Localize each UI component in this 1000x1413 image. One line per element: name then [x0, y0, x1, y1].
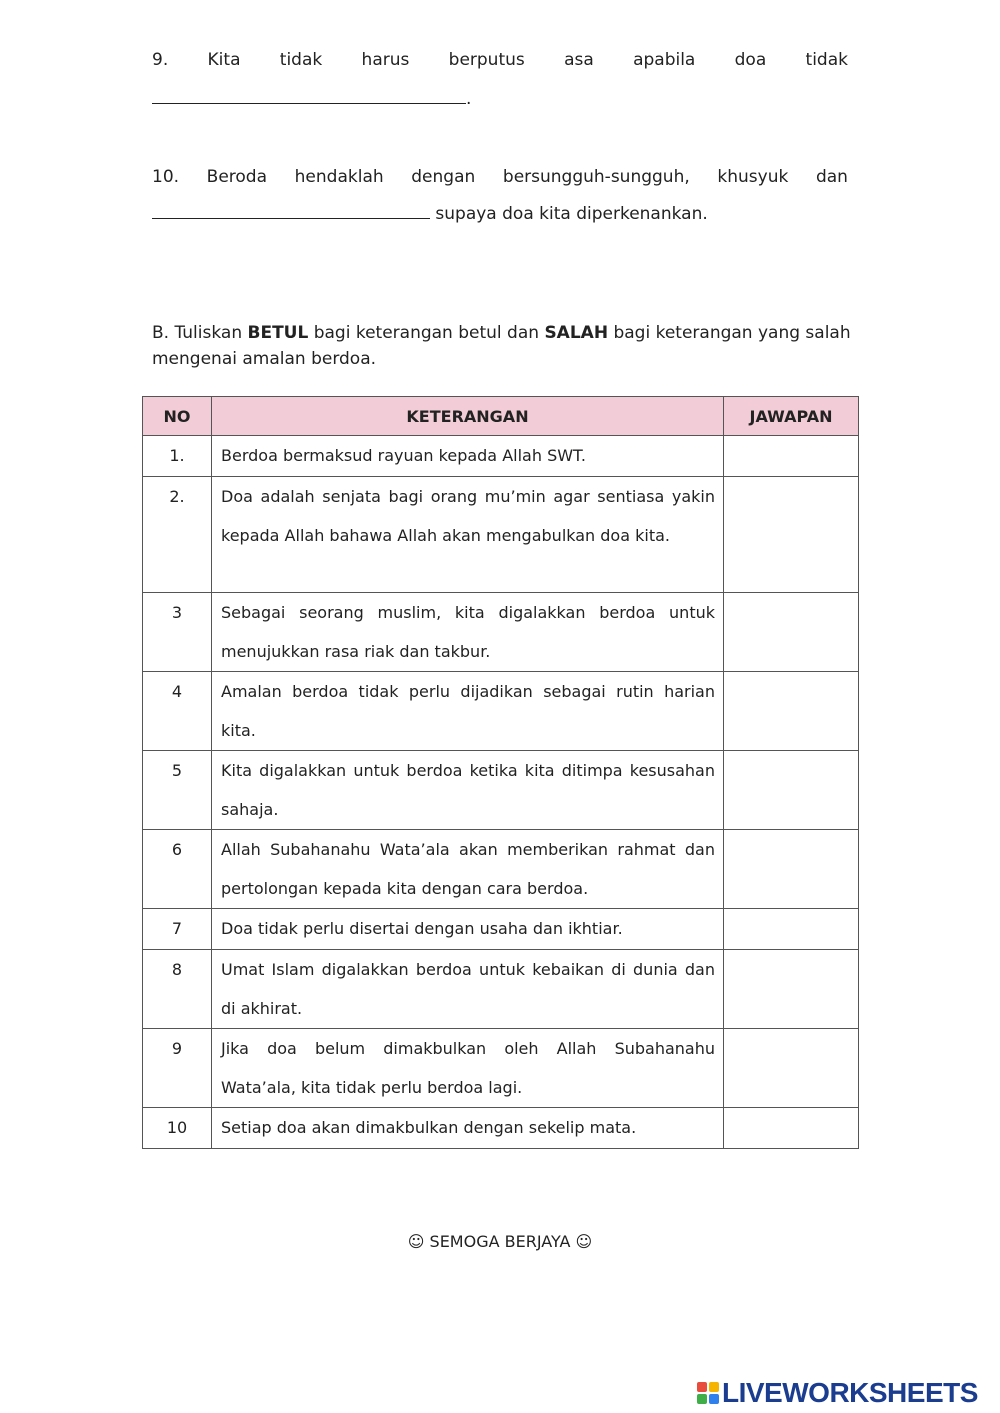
table-row — [143, 672, 859, 751]
logo-block — [697, 1382, 707, 1392]
answer-cell[interactable] — [724, 477, 859, 593]
question-9-line-1 — [152, 50, 848, 70]
liveworksheets-logo — [697, 1377, 978, 1409]
question-9-line-2 — [152, 88, 848, 109]
row-statement: Setiap doa akan dimakbulkan dengan sekelip mata. — [212, 1108, 724, 1149]
logo-block — [697, 1394, 707, 1404]
question-10-line-2 — [152, 203, 848, 224]
question-word: apabila — [633, 50, 696, 70]
question-word: Kita — [207, 50, 241, 70]
question-word: hendaklah — [294, 167, 384, 187]
row-number: 5 — [143, 751, 212, 830]
salah-keyword: SALAH — [544, 323, 609, 343]
section-b-instructions — [152, 320, 862, 372]
header-keterangan: KETERANGAN — [212, 397, 724, 436]
row-statement: Umat Islam digalakkan berdoa untuk kebaikan di dunia dan di akhirat. — [212, 950, 724, 1029]
table-row — [143, 1029, 859, 1108]
question-word: dengan — [411, 167, 476, 187]
table-row — [143, 1108, 859, 1149]
answer-cell[interactable] — [724, 593, 859, 672]
question-10-line-1 — [152, 167, 848, 187]
question-word: Beroda — [206, 167, 268, 187]
question-word: bersungguh-sungguh, — [502, 167, 690, 187]
logo-icon — [697, 1382, 719, 1404]
logo-block — [709, 1382, 719, 1392]
row-number: 7 — [143, 909, 212, 950]
row-number: 8 — [143, 950, 212, 1029]
question-10 — [152, 167, 848, 224]
question-word: berputus — [448, 50, 525, 70]
instruction-text: bagi keterangan yang salah mengenai amalan berdoa. — [152, 323, 851, 369]
row-number: 4 — [143, 672, 212, 751]
table-row — [143, 909, 859, 950]
betul-keyword: BETUL — [247, 323, 309, 343]
answer-blank[interactable] — [152, 203, 430, 219]
answer-table — [142, 396, 859, 1149]
question-word: tidak — [279, 50, 323, 70]
logo-block — [709, 1394, 719, 1404]
answer-cell[interactable] — [724, 909, 859, 950]
header-jawapan: JAWAPAN — [724, 397, 859, 436]
table-row — [143, 477, 859, 593]
row-statement: Sebagai seorang muslim, kita digalakkan berdoa untuk menujukkan rasa riak dan takbur. — [212, 593, 724, 672]
logo-text: LIVEWORKSHEETS — [722, 1377, 978, 1408]
answer-cell[interactable] — [724, 751, 859, 830]
answer-cell[interactable] — [724, 436, 859, 477]
question-suffix: supaya doa kita diperkenankan. — [435, 204, 708, 224]
question-suffix: . — [466, 89, 472, 109]
question-word: doa — [734, 50, 767, 70]
table-row — [143, 751, 859, 830]
question-word: khusyuk — [717, 167, 789, 187]
question-number: 10. — [152, 167, 180, 187]
answer-blank[interactable] — [152, 88, 466, 104]
question-9 — [152, 50, 848, 109]
answer-cell[interactable] — [724, 1108, 859, 1149]
row-statement: Doa adalah senjata bagi orang mu’min agar sentiasa yakin kepada Allah bahawa Allah akan mengabulkan doa kita. — [212, 477, 724, 593]
question-number: 9. — [152, 50, 169, 70]
question-word: dan — [815, 167, 848, 187]
row-statement: Kita digalakkan untuk berdoa ketika kita ditimpa kesusahan sahaja. — [212, 751, 724, 830]
question-word: asa — [564, 50, 594, 70]
table-header-row — [143, 397, 859, 436]
footer-message: ☺ SEMOGA BERJAYA ☺ — [407, 1232, 593, 1251]
row-statement: Allah Subahanahu Wata’ala akan memberikan rahmat dan pertolongan kepada kita dengan cara berdoa. — [212, 830, 724, 909]
table-row — [143, 593, 859, 672]
instruction-text: bagi keterangan betul dan — [308, 323, 545, 343]
answer-cell[interactable] — [724, 672, 859, 751]
row-number: 9 — [143, 1029, 212, 1108]
table-row — [143, 950, 859, 1029]
answer-cell[interactable] — [724, 950, 859, 1029]
answer-cell[interactable] — [724, 1029, 859, 1108]
question-word: harus — [361, 50, 410, 70]
row-statement: Amalan berdoa tidak perlu dijadikan sebagai rutin harian kita. — [212, 672, 724, 751]
table-row — [143, 436, 859, 477]
table-row — [143, 830, 859, 909]
row-number: 1. — [143, 436, 212, 477]
question-word: tidak — [805, 50, 848, 70]
row-number: 3 — [143, 593, 212, 672]
row-number: 10 — [143, 1108, 212, 1149]
instruction-text: B. Tuliskan — [152, 323, 248, 343]
row-statement: Berdoa bermaksud rayuan kepada Allah SWT. — [212, 436, 724, 477]
header-no: NO — [143, 397, 212, 436]
answer-cell[interactable] — [724, 830, 859, 909]
row-statement: Doa tidak perlu disertai dengan usaha dan ikhtiar. — [212, 909, 724, 950]
row-number: 2. — [143, 477, 212, 593]
row-number: 6 — [143, 830, 212, 909]
row-statement: Jika doa belum dimakbulkan oleh Allah Subahanahu Wata’ala, kita tidak perlu berdoa lagi. — [212, 1029, 724, 1108]
